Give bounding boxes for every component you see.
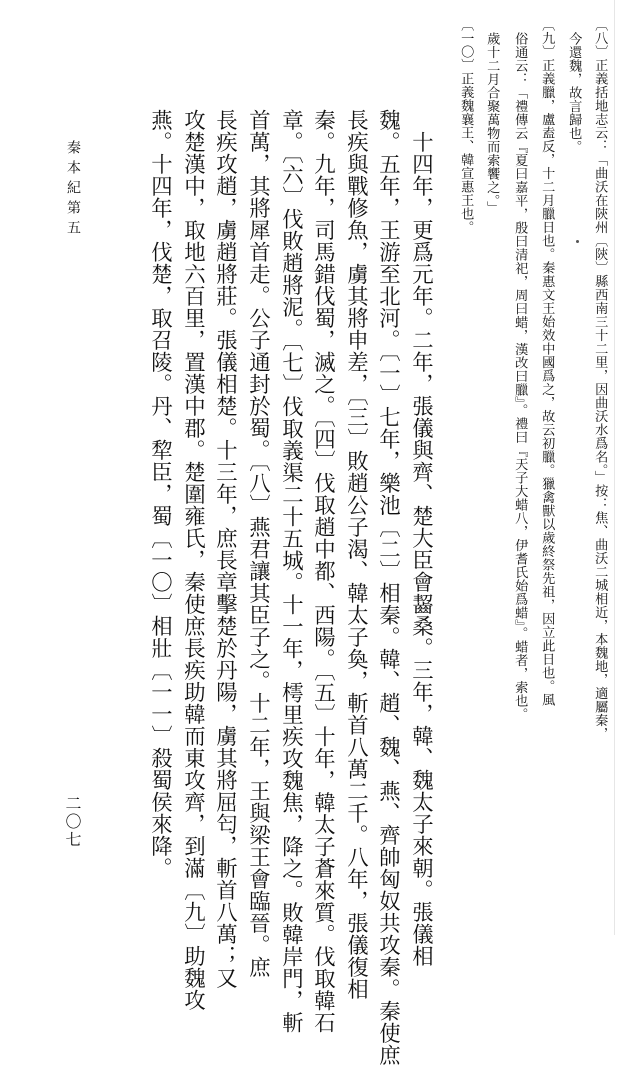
page-number: 二〇七 [63, 795, 82, 849]
page-gutter [614, 0, 615, 935]
note-line-4: 俗通云：「禮傳云『夏曰嘉平，殷曰清祀，周曰蜡，漢改曰臘』。禮曰『天子大蜡八，伊耆氏始爲蜡』。蜡者，索也。 [512, 32, 528, 721]
main-text-line-8: 攻楚漢中，取地六百里，置漢中郡。楚圍雍氏，秦使庶長疾助韓而東攻齊，到滿〔九〕助魏攻 [180, 109, 206, 1011]
note-line-1: 〔八〕正義括地志云：「曲沃在陝州〔陝〕縣西南三十二里，因曲沃水爲名。」按：焦、曲沃二城相近，本魏地，適屬秦， [592, 18, 608, 741]
note-line-3: 〔九〕正義臘，盧盍反，十二月臘日也。秦惠文王始效中國爲之，故云初臘。獵禽獸以歲終祭先祖，因立此日也。風 [539, 18, 555, 707]
main-text-line-6: 首萬，其將犀首走。公子通封於蜀。〔八〕燕君讓其臣子之。十二年，王與梁王會臨晉。庶 [245, 109, 271, 979]
main-text-line-9: 燕。十四年，伐楚，取召陵。丹、犂臣，蜀〔一〇〕相壯〔一一〕殺蜀侯來降。 [147, 109, 173, 879]
main-text-line-4: 秦。九年，司馬錯伐蜀，滅之。〔四〕伐取趙中都、西陽。〔五〕十年，韓太子蒼來質。伐取韓石 [310, 109, 336, 1034]
running-header-title: 秦本紀第五 [65, 140, 81, 240]
main-text-line-2: 魏。五年，王游至北河。〔一〕七年，樂池〔二〕相秦。韓、趙、魏、燕、齊帥匈奴共攻秦。秦使庶 [375, 109, 401, 1066]
main-text-line-1: 十四年，更爲元年。二年，張儀與齊、楚大臣會齧桑。三年，韓、魏太子來朝。張儀相 [408, 131, 434, 967]
note-line-2: 今還魏，故言歸也。 [566, 32, 582, 154]
margin-mark [576, 240, 579, 243]
main-text-line-5: 章。〔六〕伐敗趙將泥。〔七〕伐取義渠二十五城。十一年，樗里疾攻魏焦，降之。敗韓岸門，斬 [278, 109, 304, 1034]
note-line-6: 〔一〇〕正義魏襄王、韓宣惠王也。 [458, 18, 474, 234]
note-line-5: 歲十二月合聚萬物而索饗之。」 [484, 32, 500, 215]
main-text-line-3: 長疾與戰修魚，虜其將申差，〔三〕敗趙公子渴、韓太子奐，斬首八萬二千。八年，張儀復相 [343, 109, 369, 1001]
main-text-line-7: 長疾攻趙，虜趙將莊。張儀相楚。十三年，庶長章擊楚於丹陽，虜其將屈匄，斬首八萬；又 [212, 109, 238, 989]
